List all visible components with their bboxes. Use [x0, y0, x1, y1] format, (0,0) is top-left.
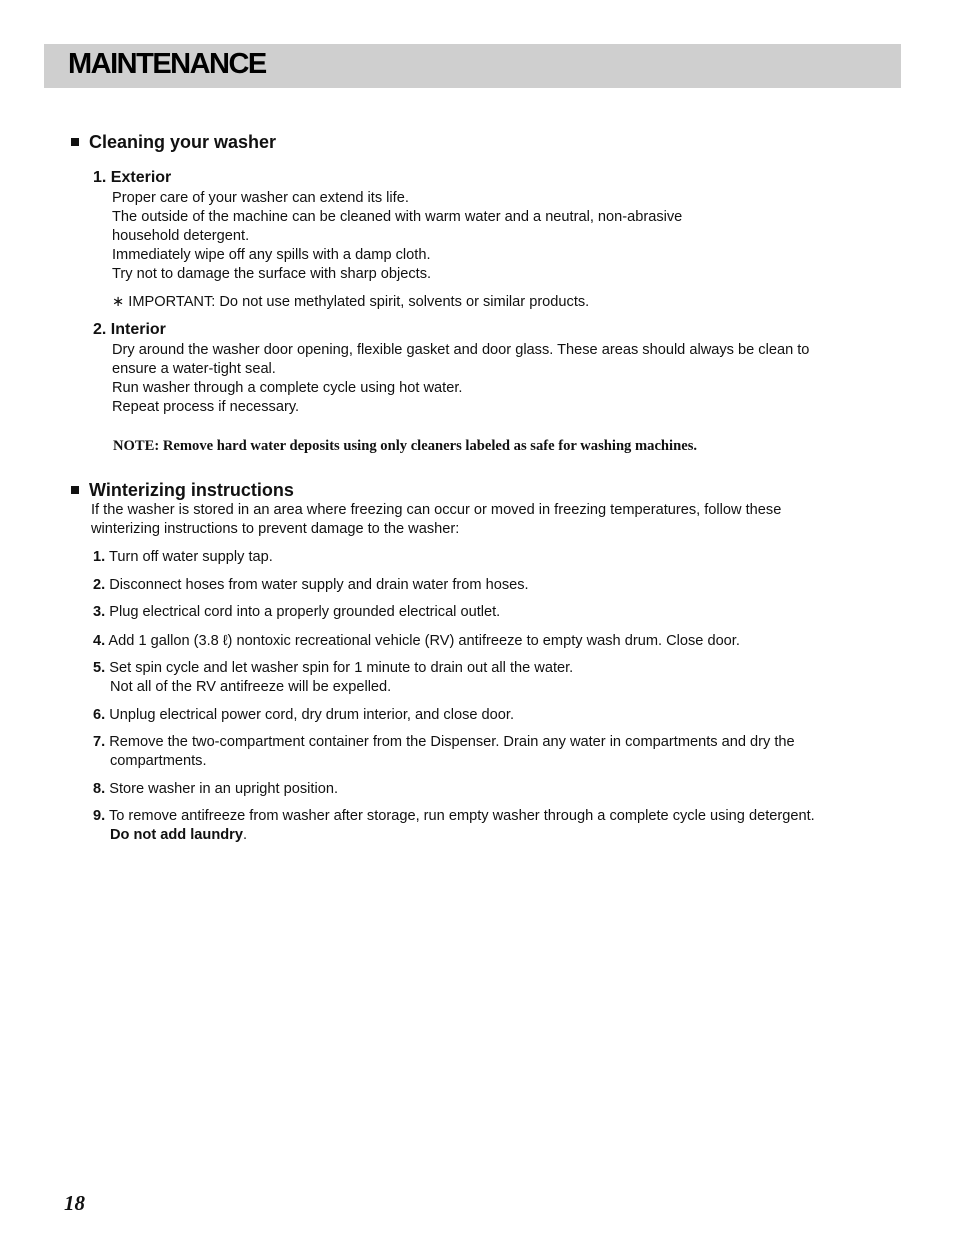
text-line: If the washer is stored in an area where freezing can occur or moved in freezing temperatures, follow these: [91, 502, 782, 518]
step-text: To remove antifreeze from washer after storage, run empty washer through a complete cycle using detergent.: [108, 808, 815, 824]
asterisk-icon: ∗: [112, 294, 125, 310]
header-bar: [44, 44, 901, 88]
step-number: 6.: [93, 707, 106, 723]
exterior-title: 1. Exterior: [93, 169, 172, 186]
step-number: 5.: [93, 660, 106, 676]
step-number: 7.: [93, 734, 106, 750]
page-number: 18: [64, 1191, 85, 1215]
text-line: Dry around the washer door opening, flexible gasket and door glass. These areas should always be clean to: [112, 342, 810, 358]
text-line: Proper care of your washer can extend its life.: [112, 190, 409, 206]
list-item: [93, 659, 573, 697]
step-number: 3.: [93, 604, 106, 620]
list-item: [93, 603, 500, 622]
step-text: Unplug electrical power cord, dry drum interior, and close door.: [109, 707, 515, 723]
list-item: [93, 632, 740, 651]
list-item: [93, 807, 815, 845]
winterizing-intro: [91, 501, 781, 539]
step-text: Not all of the RV antifreeze will be expelled.: [110, 679, 392, 695]
note-text: NOTE: Remove hard water deposits using only cleaners labeled as safe for washing machines.: [113, 438, 698, 454]
important-text: IMPORTANT: Do not use methylated spirit, solvents or similar products.: [128, 294, 590, 310]
text-line: Try not to damage the surface with sharp objects.: [112, 266, 432, 282]
step-number: 4.: [93, 633, 106, 649]
exterior-body: [112, 189, 682, 284]
step-text: Disconnect hoses from water supply and drain water from hoses.: [109, 577, 529, 593]
list-item: [93, 548, 273, 567]
interior-title: 2. Interior: [93, 321, 166, 338]
step-number: 8.: [93, 781, 106, 797]
section-title-winterizing: [71, 480, 294, 501]
step-text: Store washer in an upright position.: [109, 781, 339, 797]
step-punct: .: [242, 827, 248, 843]
text-line: ensure a water-tight seal.: [112, 361, 276, 377]
list-item: [93, 780, 338, 799]
step-number: 2.: [93, 577, 106, 593]
text-line: Immediately wipe off any spills with a damp cloth.: [112, 247, 431, 263]
text-line: Repeat process if necessary.: [112, 399, 300, 415]
page-title: MAINTENANCE: [68, 48, 266, 80]
section-title-text: Cleaning your washer: [89, 132, 277, 152]
list-item: [93, 576, 529, 595]
list-item: [93, 733, 795, 771]
interior-body: [112, 341, 809, 417]
step-text: Turn off water supply tap.: [108, 549, 273, 565]
step-text: Remove the two-compartment container from the Dispenser. Drain any water in compartments and dry the: [109, 734, 795, 750]
step-text: compartments.: [110, 753, 207, 769]
bullet-square-icon: [71, 138, 79, 146]
step-number: 9.: [93, 808, 106, 824]
text-line: household detergent.: [112, 228, 250, 244]
important-note: [112, 293, 589, 312]
step-number: 1.: [93, 549, 106, 565]
list-item: [93, 706, 514, 725]
step-text: Add 1 gallon (3.8 ℓ) nontoxic recreational vehicle (RV) antifreeze to empty wash drum. Close door.: [108, 633, 740, 649]
text-line: Run washer through a complete cycle using hot water.: [112, 380, 463, 396]
step-bold-text: Do not add laundry: [110, 827, 243, 843]
text-line: The outside of the machine can be cleaned with warm water and a neutral, non-abrasive: [112, 209, 683, 225]
bullet-square-icon: [71, 486, 79, 494]
step-text: Plug electrical cord into a properly grounded electrical outlet.: [109, 604, 501, 620]
section-title-cleaning: [71, 132, 276, 153]
section-title-text: Winterizing instructions: [89, 480, 294, 500]
text-line: winterizing instructions to prevent damage to the washer:: [91, 521, 460, 537]
step-text: Set spin cycle and let washer spin for 1 minute to drain out all the water.: [109, 660, 574, 676]
